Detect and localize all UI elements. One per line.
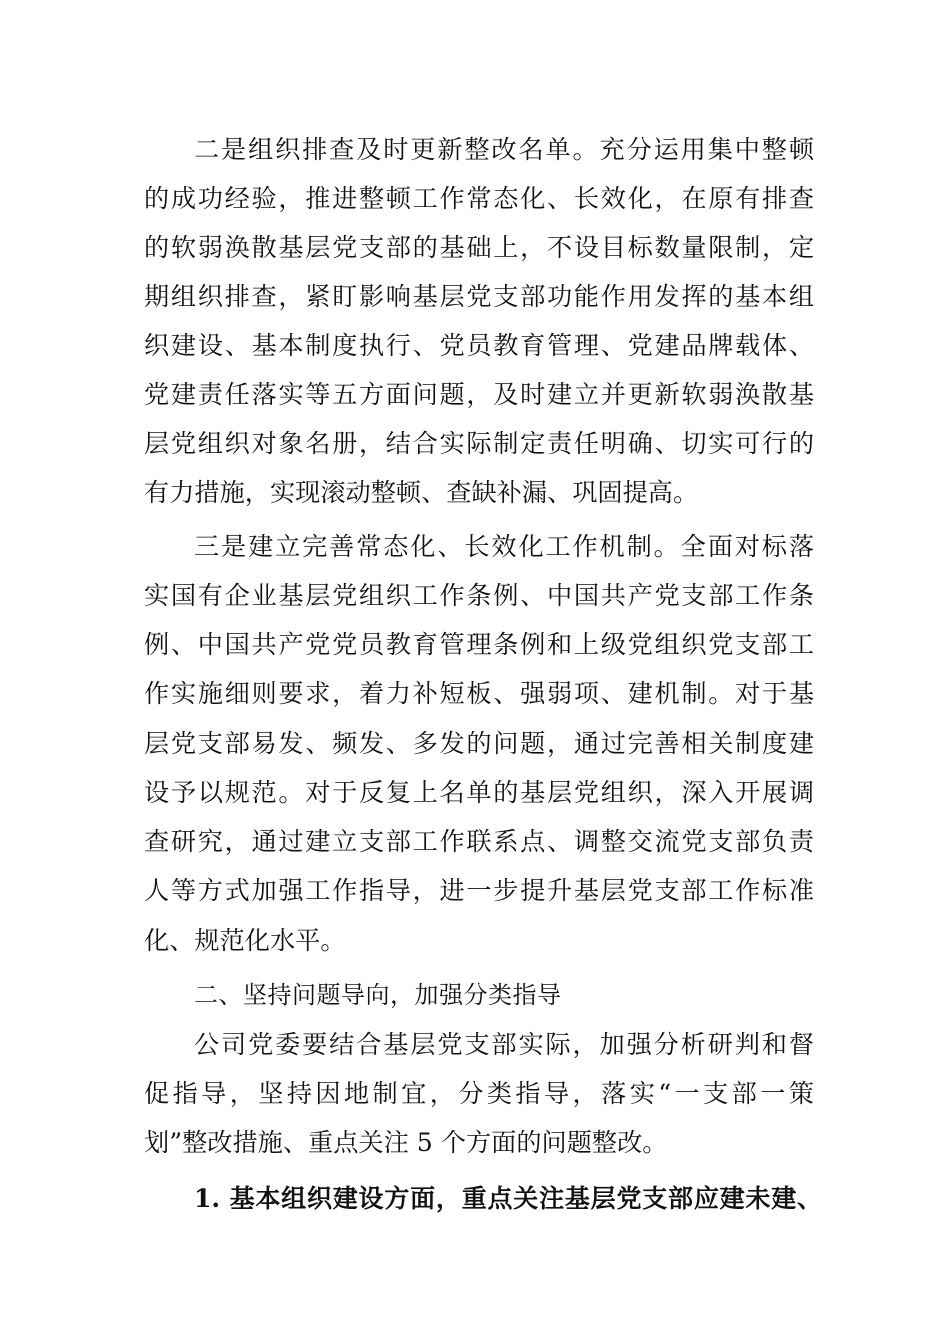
paragraph-3-line: 促指导，坚持因地制宜，分类指导，落实“一支部一策 <box>144 1079 814 1108</box>
paragraph-3-line: 划”整改措施、重点关注 5 个方面的问题整改。 <box>144 1128 668 1157</box>
paragraph-2-line: 层党支部易发、频发、多发的问题，通过完善相关制度建 <box>144 729 814 758</box>
paragraph-1-line: 有力措施，实现滚动整顿、查缺补漏、巩固提高。 <box>144 478 699 507</box>
paragraph-2-line: 三是建立完善常态化、长效化工作机制。全面对标落 <box>194 532 814 561</box>
paragraph-1-line: 二是组织排查及时更新整改名单。充分运用集中整顿 <box>194 135 814 164</box>
paragraph-1-line: 期组织排查，紧盯影响基层党支部功能作用发挥的基本组 <box>144 282 814 311</box>
paragraph-2-line: 例、中国共产党党员教育管理条例和上级党组织党支部工 <box>144 630 814 659</box>
paragraph-2-line: 设予以规范。对于反复上名单的基层党组织，深入开展调 <box>144 778 814 807</box>
paragraph-1-line: 的软弱涣散基层党支部的基础上，不设目标数量限制，定 <box>144 233 814 262</box>
paragraph-3-line: 公司党委要结合基层党支部实际，加强分析研判和督 <box>194 1030 814 1059</box>
section-heading: 二、坚持问题导向，加强分类指导 <box>194 981 562 1009</box>
paragraph-1-line: 党建责任落实等五方面问题，及时建立并更新软弱涣散基 <box>144 380 814 409</box>
paragraph-1-line: 织建设、基本制度执行、党员教育管理、党建品牌载体、 <box>144 331 814 360</box>
paragraph-2-line: 作实施细则要求，着力补短板、强弱项、建机制。对于基 <box>144 679 814 708</box>
paragraph-2-line: 查研究，通过建立支部工作联系点、调整交流党支部负责 <box>144 827 814 856</box>
paragraph-2-line: 化、规范化水平。 <box>144 926 346 955</box>
paragraph-2-line: 人等方式加强工作指导，进一步提升基层党支部工作标准 <box>144 876 814 905</box>
paragraph-1-line: 的成功经验，推进整顿工作常态化、长效化，在原有排查 <box>144 184 814 213</box>
paragraph-1-line: 层党组织对象名册，结合实际制定责任明确、切实可行的 <box>144 429 814 458</box>
subheading-1: 1. 基本组织建设方面，重点关注基层党支部应建未建、 <box>194 1184 822 1213</box>
paragraph-2-line: 实国有企业基层党组织工作条例、中国共产党支部工作条 <box>144 581 814 610</box>
